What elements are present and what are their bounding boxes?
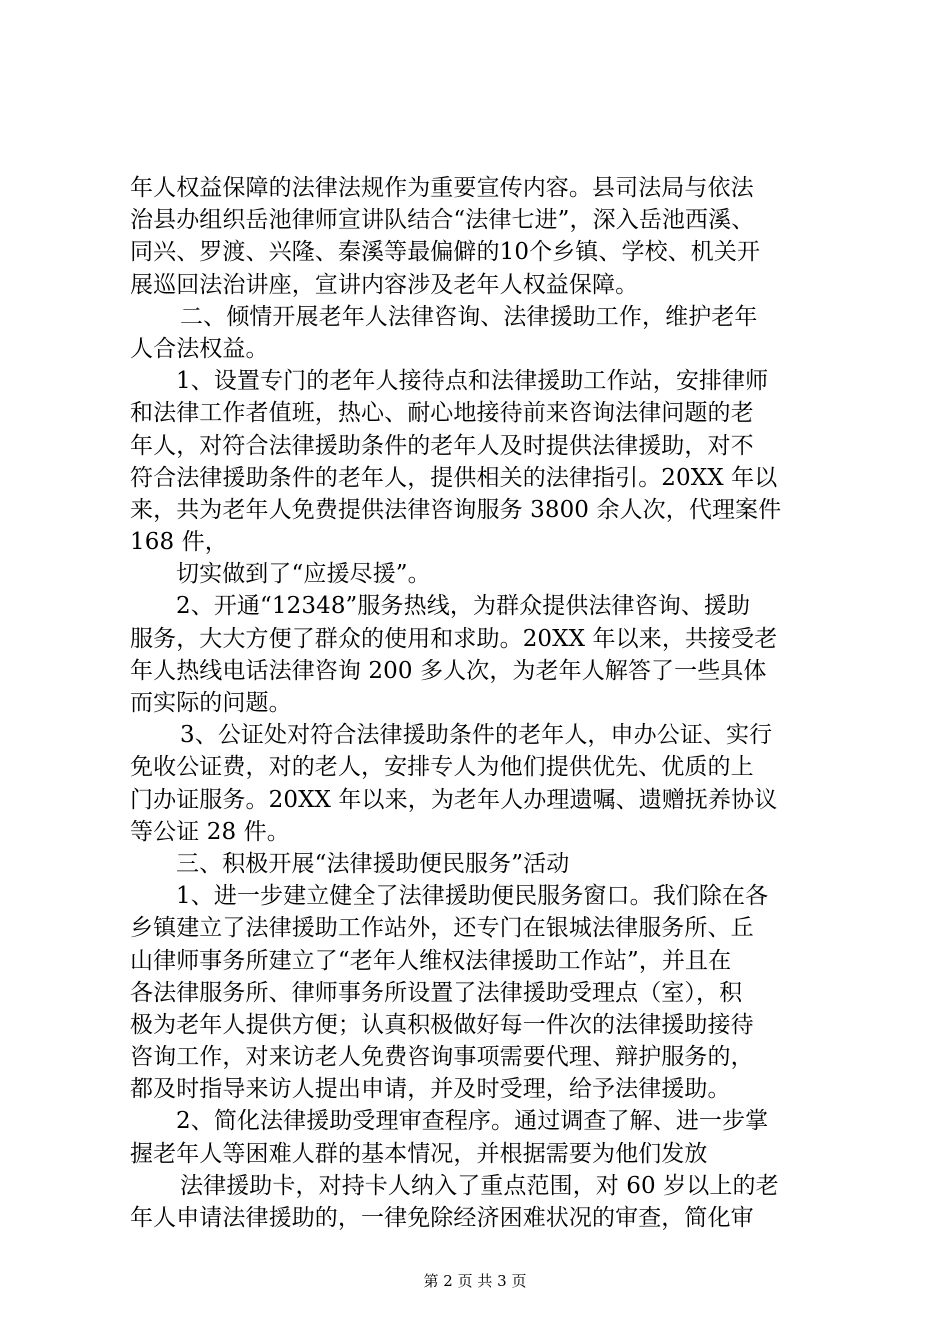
text-line: 握老年人等困难人群的基本情况，并根据需要为他们发放 <box>130 1140 708 1167</box>
text-line: 门办证服务。20XX 年以来，为老年人办理遗嘱、遗赠抚养协议 <box>130 786 778 813</box>
text-line: 年人权益保障的法律法规作为重要宣传内容。县司法局与依法 <box>130 175 754 201</box>
text-line: 3、公证处对符合法律援助条件的老年人，申办公证、实行 <box>180 722 773 749</box>
text-line: 乡镇建立了法律援助工作站外，还专门在银城法律服务所、丘 <box>130 915 754 942</box>
text-line: 同兴、罗渡、兴隆、秦溪等最偏僻的10个乡镇、学校、机关开 <box>130 239 761 266</box>
text-line: 符合法律援助条件的老年人，提供相关的法律指引。20XX 年以 <box>130 464 778 491</box>
page-footer: 第 2 页 共 3 页 <box>423 1272 527 1290</box>
text-line: 而实际的问题。 <box>130 690 292 716</box>
text-line: 二、倾情开展老年人法律咨询、法律援助工作，维护老年 <box>180 303 758 330</box>
text-line: 年人申请法律援助的，一律免除经济困难状况的审查，简化审 <box>130 1205 754 1231</box>
text-line: 人合法权益。 <box>130 335 269 362</box>
text-line: 都及时指导来访人提出申请，并及时受理，给予法律援助。 <box>130 1076 731 1103</box>
text-line: 各法律服务所、律师事务所设置了法律援助受理点（室），积 <box>130 979 743 1006</box>
text-line: 2、简化法律援助受理审查程序。通过调查了解、进一步掌 <box>176 1108 769 1135</box>
text-line: 1、进一步建立健全了法律援助便民服务窗口。我们除在各 <box>176 883 769 910</box>
text-line: 三、积极开展“法律援助便民服务”活动 <box>176 850 570 877</box>
text-line: 治县办组织岳池律师宣讲队结合“法律七进”，深入岳池西溪、 <box>130 207 755 234</box>
text-line: 展巡回法治讲座，宣讲内容涉及老年人权益保障。 <box>130 271 639 298</box>
text-line: 1、设置专门的老年人接待点和法律援助工作站，安排律师 <box>176 368 769 395</box>
text-line: 168 件， <box>130 529 228 556</box>
text-line: 法律援助卡，对持卡人纳入了重点范围，对 60 岁以上的老 <box>180 1172 779 1199</box>
text-line: 年人热线电话法律咨询 200 多人次，为老年人解答了一些具体 <box>130 657 767 684</box>
text-line: 2、开通“12348”服务热线，为群众提供法律咨询、援助 <box>176 593 751 620</box>
text-line: 来，共为老年人免费提供法律咨询服务 3800 余人次，代理案件 <box>130 496 782 523</box>
text-line: 极为老年人提供方便；认真积极做好每一件次的法律援助接待 <box>130 1011 754 1038</box>
text-line: 山律师事务所建立了“老年人维权法律援助工作站”，并且在 <box>130 947 732 974</box>
text-line: 等公证 28 件。 <box>130 818 290 845</box>
text-line: 和法律工作者值班，热心、耐心地接待前来咨询法律问题的老 <box>130 400 754 427</box>
text-line: 年人，对符合法律援助条件的老年人及时提供法律援助，对不 <box>130 432 754 459</box>
text-line: 切实做到了“应援尽援”。 <box>176 561 431 588</box>
text-line: 免收公证费，对的老人，安排专人为他们提供优先、优质的上 <box>130 754 754 781</box>
text-line: 服务，大大方便了群众的使用和求助。20XX 年以来，共接受老 <box>130 625 778 652</box>
text-line: 咨询工作，对来访老人免费咨询事项需要代理、辩护服务的， <box>130 1044 754 1071</box>
document-body <box>130 172 832 1234</box>
